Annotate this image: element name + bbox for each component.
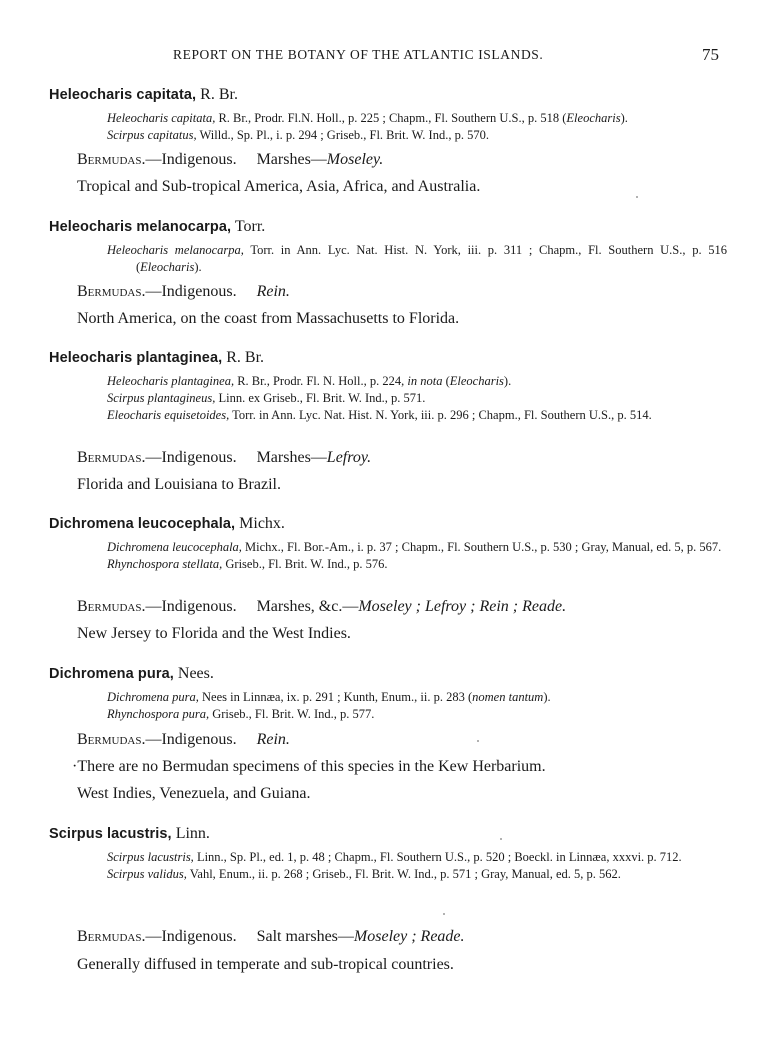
synonym-ref-cont: U.S., p. 514. <box>588 408 652 422</box>
species-authority: R. Br. <box>226 349 265 366</box>
species-authority: Torr. <box>234 218 266 235</box>
synonym-name: Scirpus validus, <box>107 867 187 881</box>
synonym-ref: R. Br., Prodr. Fl. N. Holl., p. 224, <box>237 374 405 388</box>
species-heading <box>49 349 264 367</box>
synonym-ref: Nees in Linnæa, ix. p. 291 ; Kunth, Enum., ii. p. 283 ( <box>202 690 473 704</box>
status-text: —Indigenous. <box>145 283 237 300</box>
status-text: —Indigenous. <box>145 928 237 945</box>
species-name: Heleocharis melanocarpa, <box>49 219 232 235</box>
species-heading <box>49 515 285 533</box>
bermudas-line <box>77 598 566 616</box>
herbarium-note: ·There are no Bermudan specimens of this species in the Kew Herbarium. <box>72 758 546 775</box>
synonym-ref: Linn., Sp. Pl., ed. 1, p. 48 ; Chapm., Fl. Southern U.S., p. 520 ; Boeckl. in Linnæa, <box>196 850 610 864</box>
status-text: —Indigenous. <box>145 449 237 466</box>
synonym-block <box>107 849 727 883</box>
page-number: 75 <box>702 45 719 64</box>
species-authority: Michx. <box>239 515 285 532</box>
synonym-name: Eleocharis equisetoides, <box>107 408 230 422</box>
synonym-ref-end: ). <box>194 260 202 274</box>
synonym-ref-mid: ( <box>442 374 450 388</box>
synonym-ref: Griseb., Fl. Brit. W. Ind., p. 576. <box>225 557 388 571</box>
scan-speck <box>443 913 445 915</box>
synonym-line <box>107 706 727 723</box>
synonym-block <box>107 110 727 144</box>
collectors-text: Moseley. <box>326 151 384 168</box>
synonym-ref: Torr. in Ann. Lyc. Nat. Hist. N. York, iii. p. 296 ; Chapm., Fl. Southern <box>232 408 586 422</box>
distribution-text: Tropical and Sub-tropical America, Asia, Africa, and Australia. <box>77 178 481 195</box>
species-name: Dichromena pura, <box>49 666 174 682</box>
locality-label: Bermudas. <box>77 731 146 748</box>
synonym-ref-italic: Eleocharis <box>566 111 621 125</box>
synonym-ref-end: ). <box>620 111 628 125</box>
synonym-ref-end: ). <box>503 374 512 388</box>
locality-label: Bermudas. <box>77 151 146 168</box>
synonym-name: Scirpus plantagineus, <box>107 391 216 405</box>
bermudas-line <box>77 731 290 749</box>
synonym-line <box>107 390 727 407</box>
species-authority: Linn. <box>175 825 210 842</box>
synonym-block <box>107 242 727 276</box>
collectors-text: Rein. <box>256 731 290 748</box>
synonym-name: Scirpus lacustris, <box>107 850 194 864</box>
synonym-ref-cont: Manual, ed. 5, p. 567. <box>611 540 722 554</box>
synonym-ref: Willd., Sp. Pl., i. p. 294 ; Griseb., Fl. Brit. W. Ind., p. 570. <box>199 128 489 142</box>
species-heading <box>49 825 210 843</box>
header-title: REPORT ON THE BOTANY OF THE ATLANTIC ISLANDS. <box>173 47 544 62</box>
distribution-text: Florida and Louisiana to Brazil. <box>77 476 281 493</box>
synonym-ref-cont: U.S., p. 516 ( <box>136 243 728 274</box>
running-header <box>0 47 776 69</box>
status-text: —Indigenous. <box>145 151 237 168</box>
bermudas-line <box>77 283 290 301</box>
synonym-ref-italic: Eleocharis <box>140 260 195 274</box>
synonym-line <box>107 556 727 573</box>
synonym-ref-italic: nomen tantum <box>472 690 544 704</box>
distribution-text: New Jersey to Florida and the West Indies. <box>77 625 351 642</box>
species-authority: R. Br. <box>200 86 238 103</box>
synonym-name: Heleocharis melanocarpa, <box>107 243 244 257</box>
synonym-name: Scirpus capitatus, <box>107 128 197 142</box>
synonym-ref: Torr. in Ann. Lyc. Nat. Hist. N. York, iii. p. 311 ; Chapm., Fl. Southern <box>250 243 654 257</box>
species-heading <box>49 218 265 236</box>
scan-speck <box>636 196 638 198</box>
collectors-text: Lefroy. <box>326 449 372 466</box>
species-name: Heleocharis capitata, <box>49 87 197 103</box>
species-name: Dichromena leucocephala, <box>49 516 236 532</box>
synonym-ref-cont: xxxvi. p. 712. <box>612 850 682 864</box>
habitat-text: Marshes, &c.— <box>256 598 359 615</box>
habitat-text: Marshes— <box>256 151 327 168</box>
synonym-name: Dichromena leucocephala, <box>107 540 242 554</box>
synonym-line <box>107 866 727 883</box>
locality-label: Bermudas. <box>77 928 146 945</box>
species-authority: Nees. <box>177 665 214 682</box>
bermudas-line <box>77 151 383 169</box>
locality-label: Bermudas. <box>77 449 146 466</box>
habitat-text: Marshes— <box>256 449 327 466</box>
synonym-ref-italic: in nota <box>407 374 443 388</box>
synonym-block <box>107 373 727 424</box>
status-text: —Indigenous. <box>145 731 237 748</box>
distribution-text: Generally diffused in temperate and sub-tropical countries. <box>77 956 454 973</box>
habitat-text: Salt marshes— <box>256 928 354 945</box>
species-name: Scirpus lacustris, <box>49 826 172 842</box>
locality-label: Bermudas. <box>77 283 146 300</box>
synonym-ref: Vahl, Enum., ii. p. 268 ; Griseb., Fl. Brit. W. Ind., p. 571 ; Gray, Manual, ed. 5, <box>189 867 584 881</box>
synonym-block <box>107 689 727 723</box>
synonym-line <box>107 110 727 127</box>
synonym-line <box>107 127 727 144</box>
distribution-text: West Indies, Venezuela, and Guiana. <box>77 785 311 802</box>
synonym-line <box>107 373 727 390</box>
synonym-ref: Griseb., Fl. Brit. W. Ind., p. 577. <box>212 707 375 721</box>
synonym-line <box>107 242 727 276</box>
synonym-name: Rhynchospora stellata, <box>107 557 223 571</box>
status-text: —Indigenous. <box>145 598 237 615</box>
synonym-block <box>107 539 727 573</box>
synonym-ref: Linn. ex Griseb., Fl. Brit. W. Ind., p. 571. <box>218 391 426 405</box>
scan-speck <box>477 740 479 742</box>
synonym-ref: R. Br., Prodr. Fl.N. Holl., p. 225 ; Chapm., Fl. Southern U.S., p. 518 ( <box>218 111 567 125</box>
species-heading <box>49 665 214 683</box>
synonym-name: Dichromena pura, <box>107 690 199 704</box>
synonym-ref-end: ). <box>543 690 551 704</box>
synonym-line <box>107 407 727 424</box>
synonym-line <box>107 849 727 866</box>
synonym-ref-italic: Eleocharis <box>449 374 504 388</box>
collectors-text: Rein. <box>256 283 290 300</box>
synonym-ref-cont: p. 562. <box>586 867 621 881</box>
synonym-line <box>107 539 727 556</box>
bermudas-line <box>77 449 371 467</box>
locality-label: Bermudas. <box>77 598 146 615</box>
synonym-line <box>107 689 727 706</box>
synonym-name: Heleocharis capitata, <box>107 111 216 125</box>
synonym-name: Heleocharis plantaginea, <box>107 374 235 388</box>
distribution-text: North America, on the coast from Massachusetts to Florida. <box>77 310 460 327</box>
species-name: Heleocharis plantaginea, <box>49 350 223 366</box>
collectors-text: Moseley ; Reade. <box>353 928 465 945</box>
synonym-ref: Michx., Fl. Bor.-Am., i. p. 37 ; Chapm., Fl. Southern U.S., p. 530 ; Gray, <box>245 540 609 554</box>
species-heading <box>49 86 238 104</box>
bermudas-line <box>77 928 465 946</box>
collectors-text: Moseley ; Lefroy ; Rein ; Reade. <box>358 598 567 615</box>
synonym-name: Rhynchospora pura, <box>107 707 210 721</box>
scan-speck <box>500 838 502 840</box>
